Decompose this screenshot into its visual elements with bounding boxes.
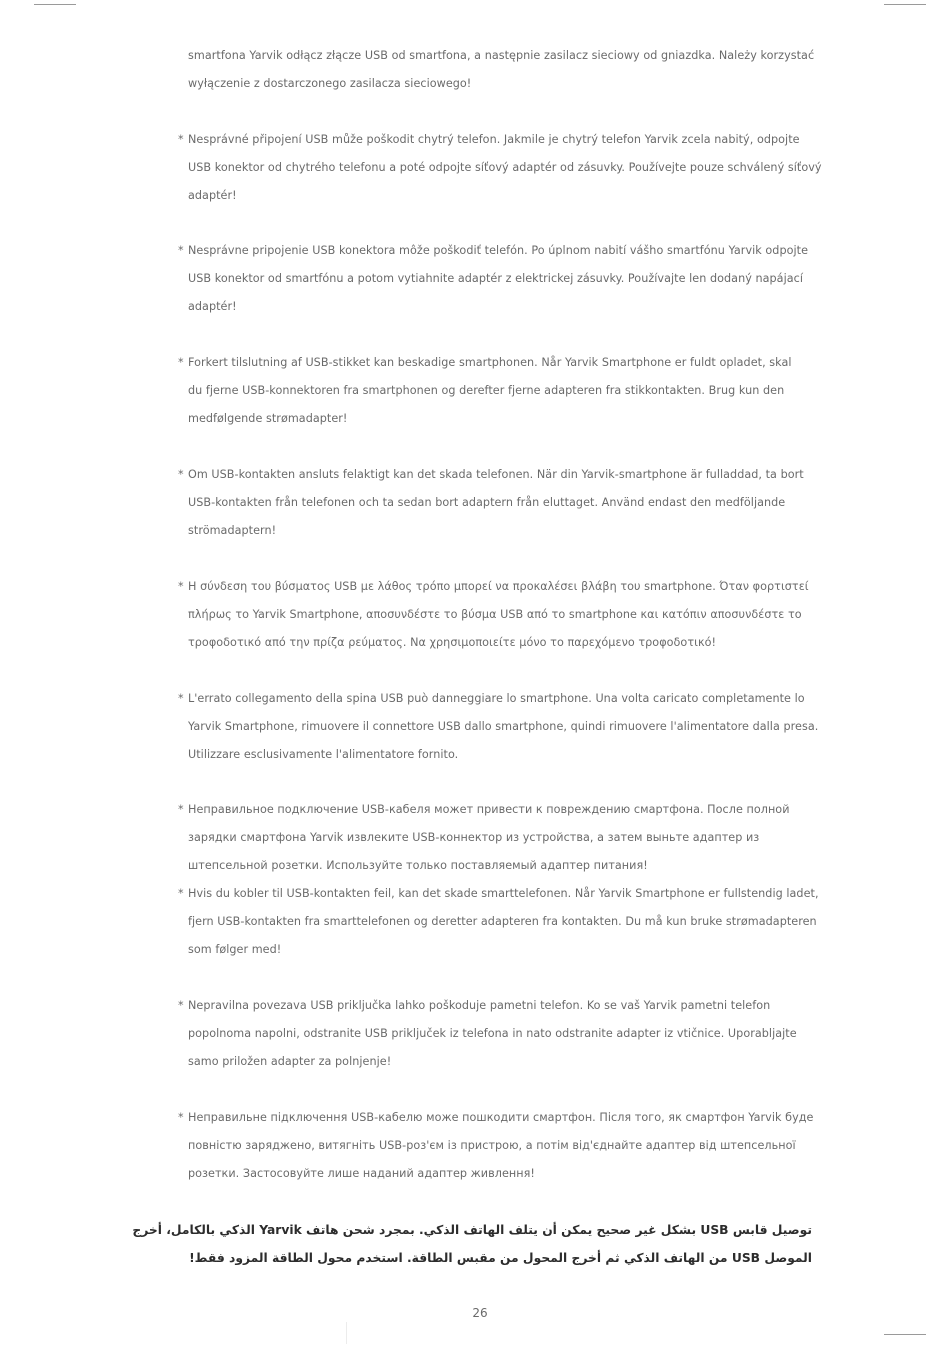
line-text: Nepravilna povezava USB priključka lahko poškoduje pametni telefon. Ko se vaš Yarvik pametni telefon (188, 999, 771, 1012)
faint-mark (346, 1322, 347, 1344)
paragraph-sk (178, 237, 828, 321)
paragraph-sl (178, 992, 828, 1076)
text-line (178, 936, 828, 964)
line-text: samo priložen adapter za polnjenje! (188, 1055, 392, 1068)
text-line (178, 1160, 828, 1188)
text-line (178, 265, 828, 293)
bullet-asterisk: * (178, 133, 184, 146)
line-text: USB konektor od chytrého telefonu a poté odpojte síťový adaptér od zásuvky. Používejte pouze schválený síťový (188, 161, 822, 174)
line-text: зарядки смартфона Yarvik извлеките USB-коннектор из устройства, а затем выньте адаптер из (188, 831, 760, 844)
crop-mark-bottom-right (884, 1334, 926, 1335)
text-line (178, 293, 828, 321)
text-line (178, 70, 828, 98)
text-line (178, 796, 828, 824)
text-line (178, 237, 828, 265)
bullet-asterisk: * (178, 803, 184, 816)
line-text: Неправильне підключення USB-кабелю може пошкодити смартфон. Після того, як смартфон Yarvik буде (188, 1111, 814, 1124)
paragraph-ru (178, 796, 828, 880)
text-line (178, 601, 828, 629)
line-text: розетки. Застосовуйте лише наданий адаптер живлення! (188, 1167, 535, 1180)
text-line (178, 377, 828, 405)
paragraph-da (178, 349, 828, 433)
text-line (178, 880, 828, 908)
line-text: popolnoma napolni, odstranite USB priključek iz telefona in nato odstranite adapter iz vtičnice. Uporabljajte (188, 1027, 797, 1040)
line-text: Utilizzare esclusivamente l'alimentatore fornito. (188, 748, 459, 761)
text-line (178, 182, 828, 210)
bullet-asterisk: * (178, 580, 184, 593)
line-text: medfølgende strømadapter! (188, 412, 348, 425)
paragraph-sv (178, 461, 828, 545)
text-line (178, 1132, 828, 1160)
text-line (178, 1104, 828, 1132)
bullet-asterisk: * (178, 356, 184, 369)
text-line (178, 489, 828, 517)
text-line (178, 741, 828, 769)
paragraph-it (178, 685, 828, 769)
paragraph-el (178, 573, 828, 657)
bullet-asterisk: * (178, 244, 184, 257)
line-text: som følger med! (188, 943, 282, 956)
line-text: Неправильное подключение USB-кабеля может привести к повреждению смартфона. После полной (188, 803, 790, 816)
line-text: USB konektor od smartfónu a potom vytiahnite adaptér z elektrickej zásuvky. Používajte len dodaný napájací (188, 272, 804, 285)
text-line (178, 42, 828, 70)
text-line (178, 713, 828, 741)
crop-mark-top-left (34, 4, 76, 5)
text-line (178, 126, 828, 154)
paragraph-arabic (132, 1216, 812, 1272)
line-text: smartfona Yarvik odłącz złącze USB od smartfona, a następnie zasilacz sieciowy od gniazdka. Należy korzystać (188, 49, 815, 62)
text-line (178, 992, 828, 1020)
text-line (178, 154, 828, 182)
line-text: L'errato collegamento della spina USB può danneggiare lo smartphone. Una volta caricato completamente lo (188, 692, 805, 705)
paragraph-uk (178, 1104, 828, 1188)
line-text: du fjerne USB-konnektoren fra smartphonen og derefter fjerne adapteren fra stikkontakten. Brug kun den (188, 384, 785, 397)
text-line (178, 405, 828, 433)
line-text: штепсельной розетки. Используйте только поставляемый адаптер питания! (188, 859, 648, 872)
paragraph-no (178, 880, 828, 964)
line-text: fjern USB-kontakten fra smarttelefonen og deretter adapteren fra kontakten. Du må kun bruke strømadapteren (188, 915, 817, 928)
paragraph-cs (178, 126, 828, 210)
text-line (178, 461, 828, 489)
line-text: Forkert tilslutning af USB-stikket kan beskadige smartphonen. Når Yarvik Smartphone er fuldt opladet, skal (188, 356, 792, 369)
paragraph-pl (178, 42, 828, 98)
line-text: Om USB-kontakten ansluts felaktigt kan det skada telefonen. När din Yarvik-smartphone är fulladdad, ta bort (188, 468, 804, 481)
line-text: πλήρως το Yarvik Smartphone, αποσυνδέστε το βύσμα USB από το smartphone και κατόπιν αποσυνδέστε το (188, 608, 802, 621)
line-text: повністю заряджено, витягніть USB-роз'єм із пристрою, а потім від'єднайте адаптер від штепсельної (188, 1139, 796, 1152)
text-line (178, 852, 828, 880)
text-line (178, 349, 828, 377)
bullet-asterisk: * (178, 1111, 184, 1124)
text-line: الموصل USB من الهاتف الذكي ثم أخرج المحول من مقبس الطاقة. استخدم محول الطاقة المزود فقط! (189, 1251, 812, 1265)
line-text: wyłączenie z dostarczonego zasilacza sieciowego! (188, 77, 472, 90)
page-number: 26 (472, 1306, 488, 1320)
bullet-asterisk: * (178, 692, 184, 705)
text-line (178, 1020, 828, 1048)
line-text: Η σύνδεση του βύσματος USB με λάθος τρόπο μπορεί να προκαλέσει βλάβη του smartphone. Όταν φορτιστεί (188, 580, 809, 593)
text-line (178, 573, 828, 601)
line-text: τροφοδοτικό από την πρίζα ρεύματος. Να χρησιμοποιείτε μόνο το παρεχόμενο τροφοδοτικό! (188, 636, 717, 649)
text-line (178, 685, 828, 713)
text-line: توصيل قابس USB بشكل غير صحيح يمكن أن يتلف الهاتف الذكي. بمجرد شحن هاتف Yarvik الذكي بالكامل، أخرج (132, 1223, 812, 1237)
line-text: Nesprávné připojení USB může poškodit chytrý telefon. Jakmile je chytrý telefon Yarvik zcela nabitý, odpojte (188, 133, 800, 146)
text-line (178, 629, 828, 657)
line-text: Nesprávne pripojenie USB konektora môže poškodiť telefón. Po úplnom nabití vášho smartfónu Yarvik odpojte (188, 244, 809, 257)
text-line (178, 824, 828, 852)
line-text: strömadaptern! (188, 524, 277, 537)
text-line (178, 908, 828, 936)
line-text: adaptér! (188, 300, 237, 313)
line-text: Yarvik Smartphone, rimuovere il connettore USB dallo smartphone, quindi rimuovere l'alimentatore dalla presa. (188, 720, 819, 733)
bullet-asterisk: * (178, 999, 184, 1012)
text-line (178, 1048, 828, 1076)
crop-mark-top-right (884, 4, 926, 5)
line-text: adaptér! (188, 189, 237, 202)
bullet-asterisk: * (178, 887, 184, 900)
line-text: USB-kontakten från telefonen och ta sedan bort adaptern från eluttaget. Använd endast den medföljande (188, 496, 786, 509)
line-text: Hvis du kobler til USB-kontakten feil, kan det skade smarttelefonen. Når Yarvik Smartphone er fullstendig ladet, (188, 887, 819, 900)
bullet-asterisk: * (178, 468, 184, 481)
text-line (178, 517, 828, 545)
